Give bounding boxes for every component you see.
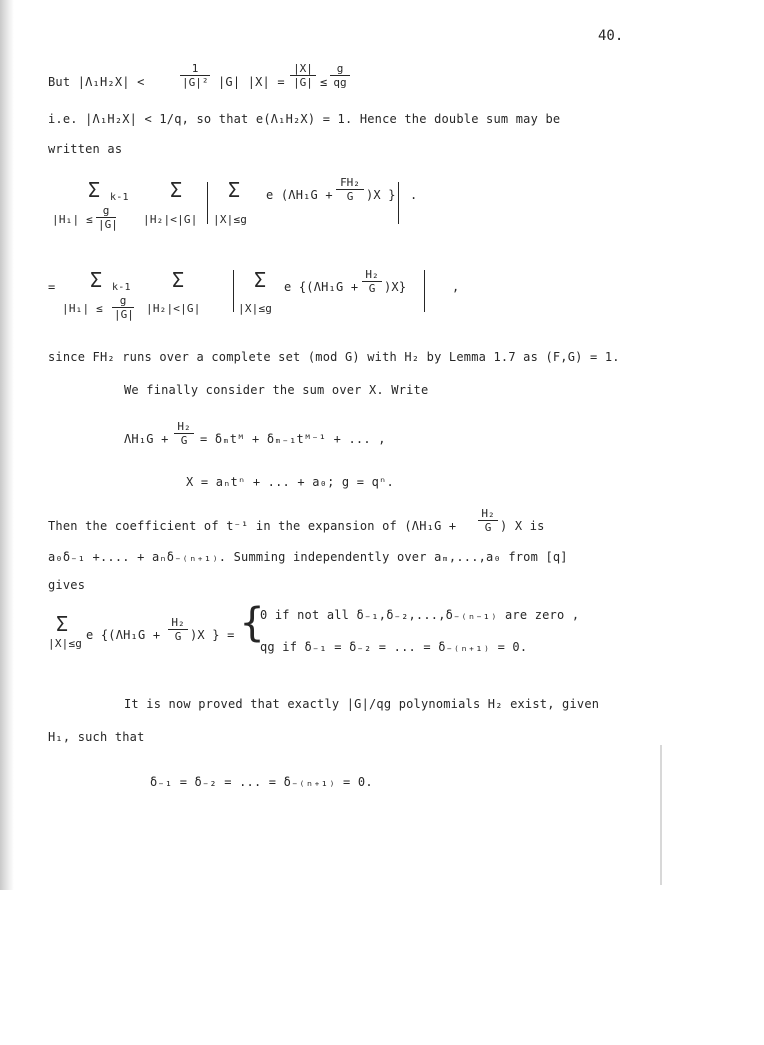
fraction-g-over-qg (330, 62, 350, 89)
sigma-h1: Σ (88, 178, 101, 202)
fraction-denominator: G (180, 434, 188, 447)
sigma-x-condition: |X|≤g (213, 213, 248, 226)
sigma-x-condition: |X|≤g (238, 302, 273, 315)
fraction-denominator: |G| (293, 76, 313, 89)
final-condition-equation: δ₋₁ = δ₋₂ = ... = δ₋₍ₙ₊₁₎ = 0. (150, 775, 373, 789)
fraction-denominator: G (346, 190, 354, 203)
case-zero: 0 if not all δ₋₁,δ₋₂,...,δ₋₍ₙ₋₁₎ are zero , (260, 608, 580, 622)
equation-end-mark: . (410, 188, 418, 202)
expansion-right: = δₘtᴹ + δₘ₋₁tᴹ⁻¹ + ... , (200, 432, 386, 446)
sigma-h2-condition: |H₂|<|G| (146, 302, 201, 315)
fraction-numerator: FH₂ (336, 176, 364, 190)
equation-end-mark: , (452, 280, 460, 294)
text-line-finally: We finally consider the sum over X. Write (124, 383, 429, 397)
text-line-written-as: written as (48, 142, 123, 156)
fraction-numerator: g (330, 62, 350, 76)
coefficient-text-end: ) X is (500, 519, 545, 533)
text-line-since: since FH₂ runs over a complete set (mod G) with H₂ by Lemma 1.7 as (F,G) = 1. (48, 350, 620, 364)
sigma-h1-superscript: k-1 (110, 192, 129, 203)
sigma-x: Σ (254, 268, 267, 292)
sigma-h1-fraction (96, 204, 116, 231)
exponential-tail: )X} (384, 280, 407, 294)
abs-bar-left (233, 270, 234, 312)
exponential-body: e {(ΛH₁G + (86, 628, 161, 642)
inequality-middle: |G| |X| = (218, 75, 285, 89)
exponential-tail: )X } = (190, 628, 235, 642)
fraction-numerator: |X| (290, 62, 316, 76)
fraction-numerator: 1 (180, 62, 210, 76)
fraction-h2-over-g (478, 507, 498, 534)
abs-bar-left (207, 182, 208, 224)
sigma-h2: Σ (170, 178, 183, 202)
scan-margin-line (660, 745, 662, 885)
sigma-h1-condition: |H₁| ≤ (62, 302, 103, 315)
fraction-one-over-g-squared (180, 62, 210, 89)
fraction-numerator: H₂ (362, 268, 382, 282)
fraction-denominator: G (484, 521, 492, 534)
case-qg: qg if δ₋₁ = δ₋₂ = ... = δ₋₍ₙ₊₁₎ = 0. (260, 640, 528, 654)
equals-sign: = (48, 280, 56, 294)
fraction-denominator: |G|² (182, 76, 209, 89)
text-line-gives: gives (48, 578, 86, 592)
text-line-summing: a₀δ₋₁ +.... + aₙδ₋₍ₙ₊₁₎. Summing independently over aₘ,...,a₀ from [q] (48, 550, 568, 564)
page-number: 40. (598, 28, 624, 44)
cases-brace: { (240, 600, 265, 646)
abs-bar-right (424, 270, 425, 312)
exponential-body: e {(ΛH₁G + (284, 280, 359, 294)
sigma-h1-fraction (112, 294, 134, 321)
fraction-denominator: G (368, 282, 376, 295)
scan-shadow-edge (0, 0, 14, 890)
text-line-proved: It is now proved that exactly |G|/qg polynomials H₂ exist, given (124, 697, 600, 711)
text-line-ie: i.e. |Λ₁H₂X| < 1/q, so that e(Λ₁H₂X) = 1. Hence the double sum may be (48, 112, 561, 126)
fraction-h2-over-g (174, 420, 194, 447)
sigma-h2: Σ (172, 268, 185, 292)
exponential-tail: )X } (366, 188, 396, 202)
fraction-numerator: g (112, 294, 134, 308)
fraction-numerator: H₂ (168, 616, 188, 630)
less-equal-sign: ≤ (320, 75, 328, 89)
sigma-h1-superscript: k-1 (112, 282, 131, 293)
fraction-h2-over-g (168, 616, 188, 643)
fraction-denominator: qg (333, 76, 347, 89)
sigma-h1-condition: |H₁| ≤ (52, 213, 93, 226)
fraction-numerator: H₂ (174, 420, 194, 434)
inequality-prefix: But |Λ₁H₂X| < (48, 75, 145, 89)
fraction-denominator: |G| (114, 308, 134, 321)
exponential-body: e (ΛH₁G + (266, 188, 333, 202)
polynomial-x-definition: X = aₙtⁿ + ... + a₀; g = qⁿ. (186, 475, 394, 489)
text-line-h1-such-that: H₁, such that (48, 730, 145, 744)
sigma-h1: Σ (90, 268, 103, 292)
fraction-denominator: |G| (98, 218, 118, 231)
expansion-left: ΛH₁G + (124, 432, 169, 446)
sigma-x: Σ (228, 178, 241, 202)
abs-bar-right (398, 182, 399, 224)
fraction-denominator: G (174, 630, 182, 643)
fraction-fh2-over-g (336, 176, 364, 203)
sigma-x: Σ (56, 612, 69, 636)
fraction-numerator: H₂ (478, 507, 498, 521)
fraction-x-over-g (290, 62, 316, 89)
coefficient-text-start: Then the coefficient of t⁻¹ in the expansion of (ΛH₁G + (48, 519, 457, 533)
fraction-h2-over-g (362, 268, 382, 295)
fraction-numerator: g (96, 204, 116, 218)
sigma-h2-condition: |H₂|<|G| (143, 213, 198, 226)
sigma-x-condition: |X|≤g (48, 637, 83, 650)
